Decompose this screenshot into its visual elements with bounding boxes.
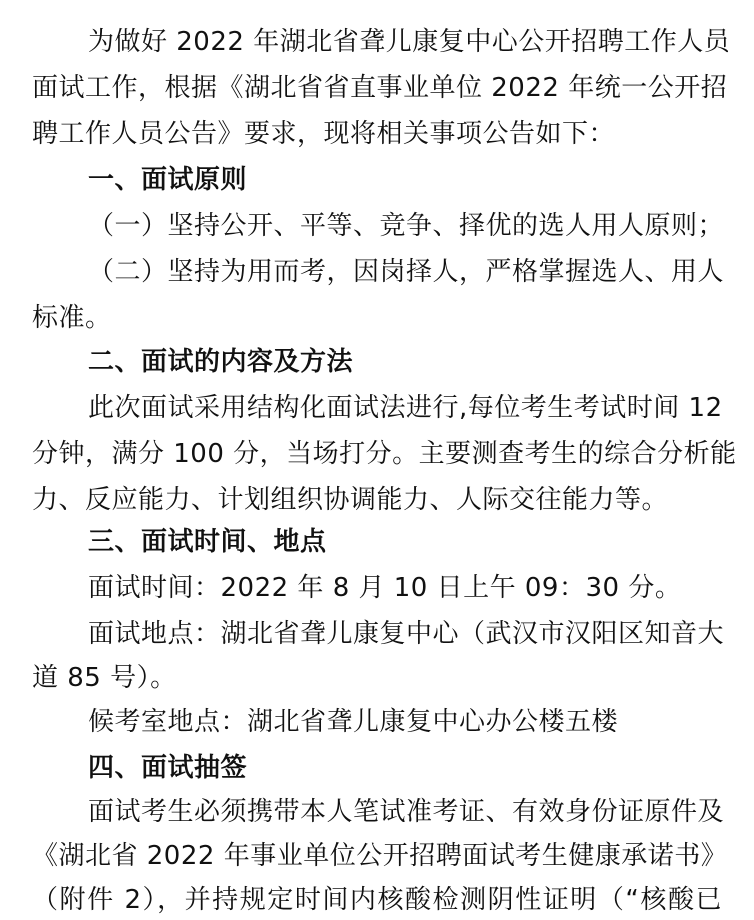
content-line-2: 分钟，满分 100 分，当场打分。主要测查考生的综合分析能: [32, 439, 737, 469]
interview-location-line-1: 面试地点：湖北省聋儿康复中心（武汉市汉阳区知音大: [88, 619, 725, 649]
draw-lots-line-3: （附件 2），并持规定时间内核酸检测阴性证明（“核酸已: [32, 885, 722, 915]
principle-item-1: （一）坚持公开、平等、竞争、择优的选人用人原则；: [88, 211, 725, 241]
content-line-1: 此次面试采用结构化面试法进行,每位考生考试时间 12: [88, 393, 723, 423]
intro-line-1: 为做好 2022 年湖北省聋儿康复中心公开招聘工作人员: [88, 27, 731, 57]
section-heading-principles: 一、面试原则: [88, 165, 248, 195]
principle-item-2: （二）坚持为用而考，因岗择人，严格掌握选人、用人: [88, 257, 725, 287]
section-heading-content-method: 二、面试的内容及方法: [88, 347, 354, 377]
principle-item-2-continued: 标准。: [32, 303, 112, 333]
intro-line-2: 面试工作，根据《湖北省省直事业单位 2022 年统一公开招: [32, 73, 728, 103]
interview-location-line-2: 道 85 号）。: [32, 663, 177, 693]
content-line-3: 力、反应能力、计划组织协调能力、人际交往能力等。: [32, 485, 669, 515]
draw-lots-line-2: 《湖北省 2022 年事业单位公开招聘面试考生健康承诺书》: [32, 841, 728, 871]
draw-lots-line-1: 面试考生必须携带本人笔试准考证、有效身份证原件及: [88, 797, 725, 827]
section-heading-draw-lots: 四、面试抽签: [88, 753, 248, 783]
interview-time: 面试时间：2022 年 8 月 10 日上午 09：30 分。: [88, 573, 682, 603]
section-heading-time-place: 三、面试时间、地点: [88, 527, 327, 557]
intro-line-3: 聘工作人员公告》要求，现将相关事项公告如下：: [32, 119, 616, 149]
waiting-room-location: 候考室地点：湖北省聋儿康复中心办公楼五楼: [88, 707, 619, 737]
